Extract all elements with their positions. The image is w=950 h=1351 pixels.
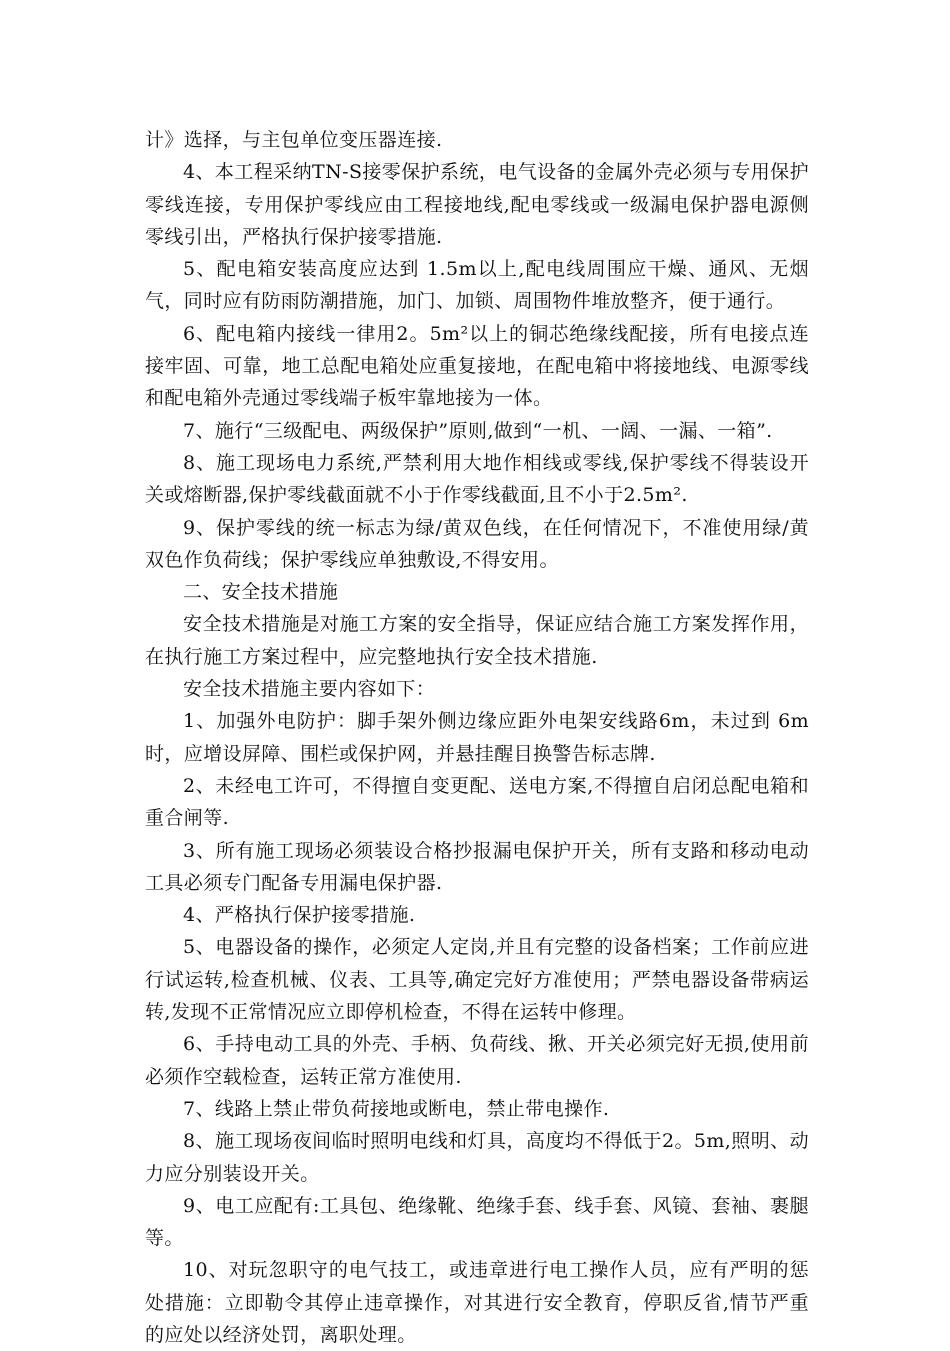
safety-item-10: 10、对玩忽职守的电气技工，或违章进行电工操作人员，应有严明的惩处措施：立即勒令其停止违章操作，对其进行安全教育，停职反省,情节严重的应处以经济处罚，离职处理。 <box>145 1259 809 1346</box>
safety-item-4: 4、严格执行保护接零措施. <box>183 904 416 927</box>
paragraph-item-4: 4、本工程采纳TN-S接零保护系统，电气设备的金属外壳必须与专用保护零线连接，专用保护零线应由工程接地线,配电零线或一级漏电保护器电源侧零线引出，严格执行保护接零措施. <box>145 161 809 248</box>
paragraph-item-9: 9、保护零线的统一标志为绿/黄双色线，在任何情况下，不准使用绿/黄双色作负荷线；保护零线应单独敷设,不得安用。 <box>145 516 809 571</box>
document-body <box>145 124 809 1351</box>
paragraph-continuation: 计》选择，与主包单位变压器连接. <box>145 129 443 151</box>
safety-item-3: 3、所有施工现场必须装设合格抄报漏电保护开关，所有支路和移动电动工具必须专门配备专用漏电保护器. <box>145 839 809 894</box>
safety-item-7: 7、线路上禁止带负荷接地或断电，禁止带电操作. <box>183 1097 610 1120</box>
paragraph-item-5: 5、配电箱安装高度应达到 1.5m以上,配电线周围应干燥、通风、无烟气，同时应有防雨防潮措施，加门、加锁、周围物件堆放整齐，便于通行。 <box>145 258 809 313</box>
safety-item-9: 9、电工应配有:工具包、绝缘靴、绝缘手套、线手套、风镜、套袖、裹腿等。 <box>145 1194 809 1250</box>
safety-item-1: 1、加强外电防护：脚手架外侧边缘应距外电架安线路6m，未过到 6m时，应增设屏障、围栏或保护网，并悬挂醒目换警告标志牌. <box>145 710 809 765</box>
paragraph-item-6: 6、配电箱内接线一律用2。5m²以上的铜芯绝缘线配接，所有电接点连接牢固、可靠，地工总配电箱处应重复接地，在配电箱中将接地线、电源零线和配电箱外壳通过零线端子板牢靠地接为一体。 <box>145 322 809 410</box>
safety-item-2: 2、未经电工许可，不得擅自变更配、送电方案,不得擅自启闭总配电箱和重合闸等. <box>145 774 809 830</box>
section-heading-safety-measures: 二、安全技术措施 <box>183 581 339 604</box>
safety-item-6: 6、手持电动工具的外壳、手柄、负荷线、揪、开关必须完好无损,使用前必须作空载检查，运转正常方准使用. <box>145 1033 809 1088</box>
paragraph-safety-intro: 安全技术措施是对施工方案的安全指导，保证应结合施工方案发挥作用，在执行施工方案过程中，应完整地执行安全技术措施. <box>145 613 809 668</box>
safety-item-5: 5、电器设备的操作，必须定人定岗,并且有完整的设备档案；工作前应进行试运转,检查机械、仪表、工具等,确定完好方准使用；严禁电器设备带病运转,发现不正常情况应立即停机检查，不得在运转中修理。 <box>145 936 809 1024</box>
paragraph-safety-contents-lead: 安全技术措施主要内容如下： <box>183 678 436 701</box>
paragraph-item-8: 8、施工现场电力系统,严禁利用大地作相线或零线,保护零线不得装设开关或熔断器,保护零线截面就不小于作零线截面,且不小于2.5m². <box>145 451 809 507</box>
safety-item-8: 8、施工现场夜间临时照明电线和灯具，高度均不得低于2。5m,照明、动力应分别装设开关。 <box>145 1130 809 1185</box>
paragraph-item-7: 7、施行“三级配电、两级保护”原则,做到“一机、一阔、一漏、一箱”. <box>183 419 773 442</box>
